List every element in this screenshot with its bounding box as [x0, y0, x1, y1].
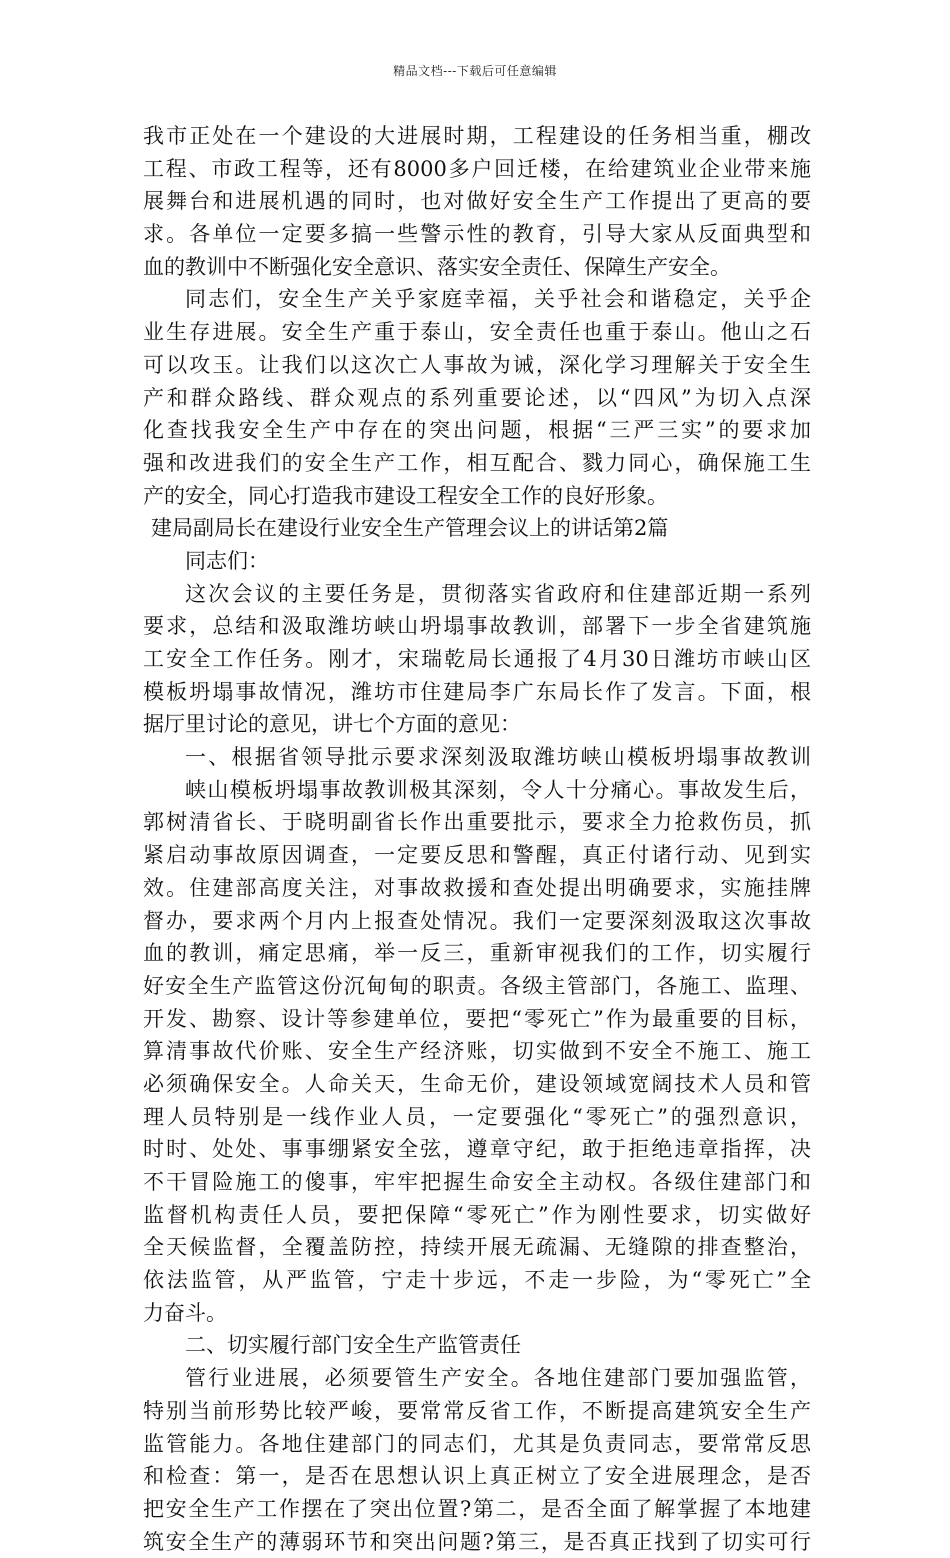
text-line: 力奋斗。 — [143, 1300, 227, 1325]
text-line: 监管能力。各地住建部门的同志们，尤其是负责同志，要常常反思 — [143, 1431, 811, 1456]
text-line: 产和群众路线、群众观点的系列重要论述，以“四风”为切入点深 — [143, 385, 811, 410]
text-line: 化查找我安全生产中存在的突出问题，根据“三严三实”的要求加 — [143, 418, 811, 443]
text-line: 一、根据省领导批示要求深刻汲取潍坊峡山模板坍塌事故教训 — [185, 745, 811, 770]
text-line: 二、切实履行部门安全生产监管责任 — [185, 1333, 521, 1358]
text-line: 好安全生产监管这份沉甸甸的职责。各级主管部门，各施工、监理、 — [143, 973, 811, 998]
text-line: 不干冒险施工的傻事，牢牢把握生命安全主动权。各级住建部门和 — [143, 1170, 811, 1194]
text-line: 全天候监督，全覆盖防控，持续开展无疏漏、无缝隙的排查整治， — [143, 1235, 811, 1260]
text-line: 效。住建部高度关注，对事故救援和查处提出明确要求，实施挂牌 — [143, 875, 811, 900]
text-line: 算清事故代价账、安全生产经济账，切实做到不安全不施工、施工 — [143, 1039, 811, 1064]
text-line: 要求，总结和汲取潍坊峡山坍塌事故教训，部署下一步全省建筑施 — [143, 614, 811, 639]
page-header: 精品文档---下载后可任意编辑 — [393, 64, 557, 78]
text-line: 展舞台和进展机遇的同时，也对做好安全生产工作提出了更高的要 — [143, 189, 811, 214]
text-line: 求。各单位一定要多搞一些警示性的教育，引导大家从反面典型和 — [143, 222, 811, 247]
text-line: 血的教训，痛定思痛，举一反三，重新审视我们的工作，切实履行 — [143, 941, 811, 966]
text-line: 管行业进展，必须要管生产安全。各地住建部门要加强监管， — [185, 1366, 811, 1391]
text-line: 开发、勘察、设计等参建单位，要把“零死亡”作为最重要的目标， — [143, 1006, 811, 1031]
text-line: 模板坍塌事故情况，潍坊市住建局李广东局长作了发言。下面，根 — [143, 679, 811, 704]
text-line: 依法监管，从严监管，宁走十步远，不走一步险，为“零死亡”全 — [143, 1268, 811, 1293]
text-line: 业生存进展。安全生产重于泰山，安全责任也重于泰山。他山之石 — [143, 320, 811, 345]
text-line: 把安全生产工作摆在了突出位置?第二，是否全面了解掌握了本地建 — [143, 1496, 811, 1521]
text-line: 必须确保安全。人命关天，生命无价，建设领域宽阔技术人员和管 — [143, 1071, 811, 1096]
text-line: 监督机构责任人员，要把保障“零死亡”作为刚性要求，切实做好 — [143, 1202, 811, 1227]
text-line: 可以攻玉。让我们以这次亡人事故为诫，深化学习理解关于安全生 — [143, 352, 811, 377]
text-line: 这次会议的主要任务是，贯彻落实省政府和住建部近期一系列 — [185, 581, 811, 606]
text-line: 我市正处在一个建设的大进展时期，工程建设的任务相当重，棚改 — [143, 124, 811, 148]
text-line: 峡山模板坍塌事故教训极其深刻，令人十分痛心。事故发生后， — [185, 777, 811, 802]
text-line: 郭树清省长、于晓明副省长作出重要批示，要求全力抢救伤员，抓 — [143, 810, 811, 835]
text-line: 强和改进我们的安全生产工作，相互配合、戮力同心，确保施工生 — [143, 450, 811, 475]
text-line: 筑安全生产的薄弱环节和突出问题?第三，是否真正找到了切实可行 — [143, 1529, 811, 1554]
text-line: 时时、处处、事事绷紧安全弦，遵章守纪，敢于拒绝违章指挥，决 — [143, 1137, 811, 1162]
text-line: 理人员特别是一线作业人员，一定要强化“零死亡”的强烈意识， — [143, 1104, 811, 1129]
text-line: 据厅里讨论的意见，讲七个方面的意见： — [143, 712, 521, 737]
text-line: 和检查：第一，是否在思想认识上真正树立了安全进展理念，是否 — [143, 1464, 811, 1489]
text-line: 血的教训中不断强化安全意识、落实安全责任、保障生产安全。 — [143, 254, 731, 279]
section-title: 建局副局长在建设行业安全生产管理会议上的讲话第2篇 — [151, 516, 669, 541]
text-line: 产的安全，同心打造我市建设工程安全工作的良好形象。 — [143, 483, 668, 508]
text-line: 工程、市政工程等，还有8000多户回迁楼，在给建筑业企业带来施 — [143, 156, 811, 181]
text-line: 工安全工作任务。刚才，宋瑞乾局长通报了4月30日潍坊市峡山区 — [143, 647, 811, 671]
text-line: 同志们： — [185, 548, 269, 573]
text-line: 特别当前形势比较严峻，要常常反省工作，不断提高建筑安全生产 — [143, 1398, 811, 1423]
text-line: 督办，要求两个月内上报查处情况。我们一定要深刻汲取这次事故 — [143, 908, 811, 933]
text-line: 紧启动事故原因调查，一定要反思和警醒，真正付诸行动、见到实 — [143, 843, 811, 868]
document-body — [143, 120, 811, 1558]
text-line: 同志们，安全生产关乎家庭幸福，关乎社会和谐稳定，关乎企 — [185, 287, 811, 312]
